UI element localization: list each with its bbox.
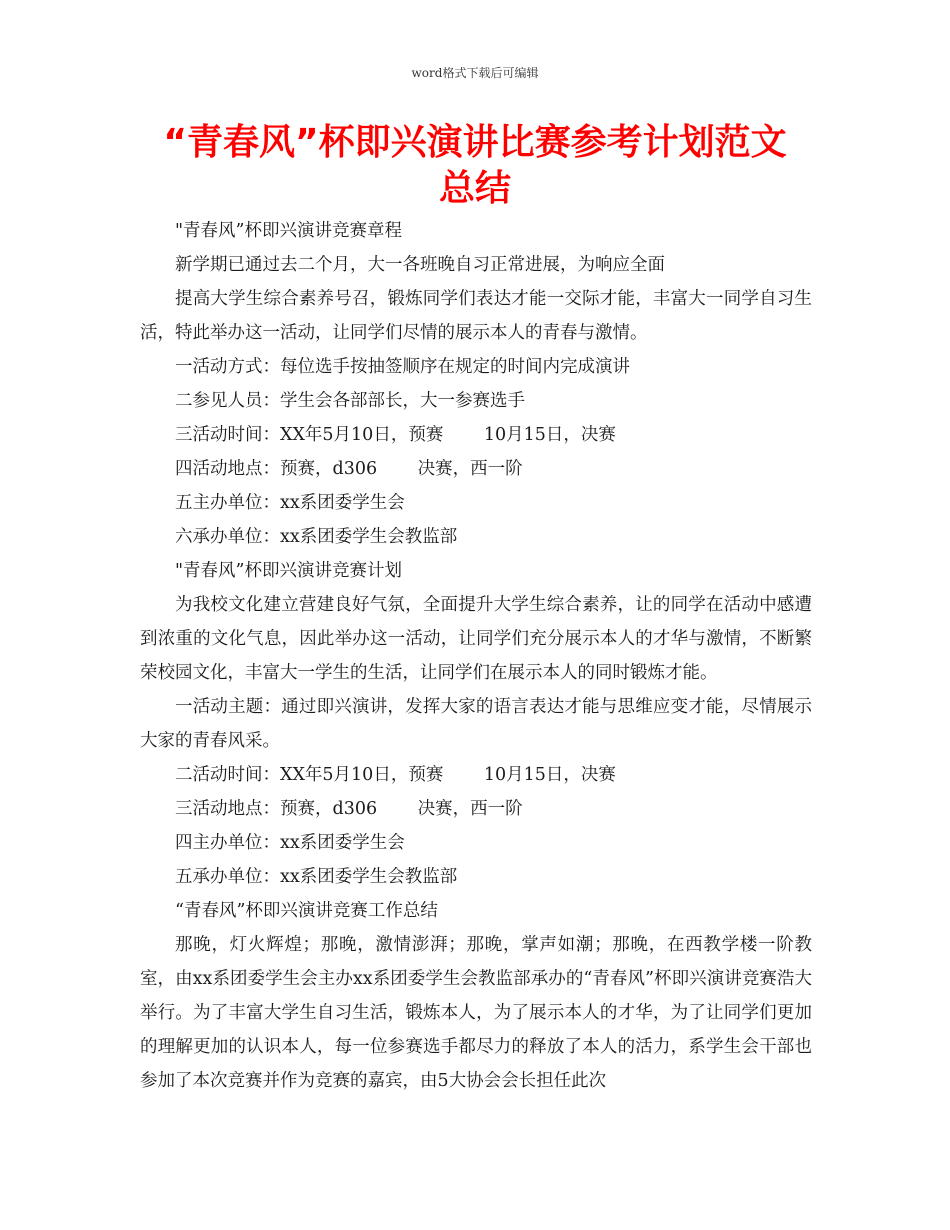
paragraph: 五承办单位：xx系团委学生会教监部 <box>175 867 458 887</box>
paragraph: 四主办单位：xx系团委学生会 <box>175 833 405 853</box>
paragraph: 三活动地点：预赛，d306 决赛，西一阶 <box>175 799 523 819</box>
document-body <box>140 214 812 1098</box>
title-line-1: “青春风”杯即兴演讲比赛参考计划范文 <box>163 122 787 163</box>
paragraph: "青春风”杯即兴演讲竞赛计划 <box>175 561 402 581</box>
paragraph: 提高大学生综合素养号召，锻炼同学们表达才能一交际才能，丰富大一同学自习生活，特此举办这一活动，让同学们尽情的展示本人的青春与激情。 <box>140 289 812 343</box>
paragraph: 六承办单位：xx系团委学生会教监部 <box>175 527 458 547</box>
paragraph: 二活动时间：XX年5月10日，预赛 10月15日，决赛 <box>175 765 616 785</box>
paragraph: 三活动时间：XX年5月10日，预赛 10月15日，决赛 <box>175 425 616 445</box>
paragraph: 那晚，灯火辉煌；那晚，激情澎湃；那晚，掌声如潮；那晚，在西教学楼一阶教室，由xx系团委学生会主办xx系团委学生会教监部承办的“青春风”杯即兴演讲竞赛浩大举行。为了丰富大学生自习生活，锻炼本人，为了展示本人的才华，为了让同学们更加的理解更加的认识本人，每一位参赛选手都尽力的释放了本人的活力，系学生会干部也参加了本次竞赛并作为竞赛的嘉宾，由5大协会会长担任此次 <box>140 935 812 1091</box>
document-title <box>140 120 810 212</box>
paragraph: 为我校文化建立营建良好气氛，全面提升大学生综合素养，让的同学在活动中感遭到浓重的文化气息，因此举办这一活动，让同学们充分展示本人的才华与激情，不断繁荣校园文化，丰富大一学生的生活，让同学们在展示本人的同时锻炼才能。 <box>140 595 812 683</box>
paragraph: "青春风”杯即兴演讲竞赛章程 <box>175 221 402 241</box>
paragraph: 一活动主题：通过即兴演讲，发挥大家的语言表达才能与思维应变才能，尽情展示大家的青春风采。 <box>140 697 812 751</box>
paragraph: 五主办单位：xx系团委学生会 <box>175 493 405 513</box>
paragraph: 新学期已通过去二个月，大一各班晚自习正常进展，为响应全面 <box>175 255 665 275</box>
paragraph: “青春风”杯即兴演讲竞赛工作总结 <box>175 901 438 921</box>
page-header-note: word格式下载后可编辑 <box>411 66 539 80</box>
paragraph: 四活动地点：预赛，d306 决赛，西一阶 <box>175 459 523 479</box>
paragraph: 二参见人员：学生会各部部长，大一参赛选手 <box>175 391 525 411</box>
paragraph: 一活动方式：每位选手按抽签顺序在规定的时间内完成演讲 <box>175 357 630 377</box>
title-line-2: 总结 <box>438 168 511 209</box>
